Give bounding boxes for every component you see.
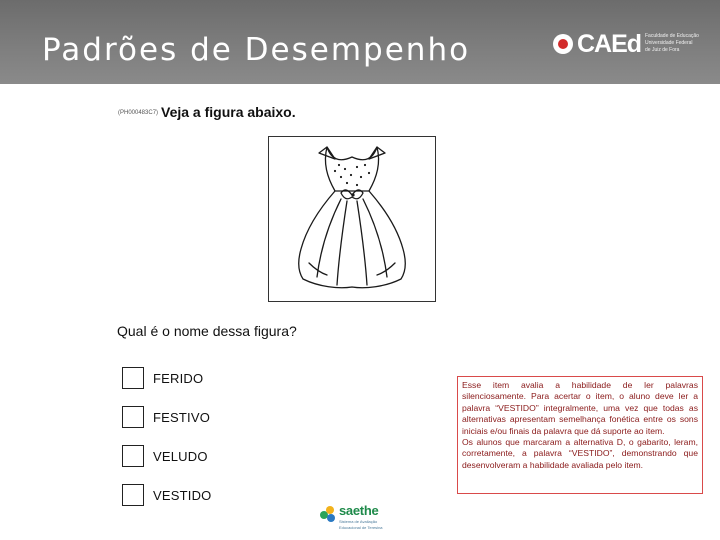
item-commentary [457, 376, 703, 494]
option-b-checkbox[interactable] [122, 406, 144, 428]
option-d-checkbox[interactable] [122, 484, 144, 506]
caed-logo-line: Universidade Federal [645, 40, 693, 46]
saethe-logo-text: saethe [339, 503, 379, 518]
option-d[interactable] [122, 484, 211, 506]
caed-logo-line: Faculdade de Educação [645, 33, 699, 39]
commentary-paragraph: Os alunos que marcaram a alternativa D, o gabarito, leram, corretamente, a palavra “VESTIDO”, demonstrando que desenvolveram a habilidade avaliada pelo item. [462, 437, 698, 470]
commentary-paragraph: Esse item avalia a habilidade de ler palavras silenciosamente. Para acertar o item, o aluno deve ler a palavra “VESTIDO” integralmente, uma vez que todas as alternativas apresentam semelhança fonética entre os sons iniciais e/ou finais da palavra que dá suporte ao item. [462, 380, 698, 436]
saethe-logo-line: Sistema de Avaliação [339, 519, 378, 524]
figure-frame [268, 136, 436, 302]
saethe-logo [320, 504, 383, 530]
slide-title: Padrões de Desempenho [42, 32, 471, 68]
dress-icon [269, 137, 435, 301]
option-c-checkbox[interactable] [122, 445, 144, 467]
caed-logo-line: de Juiz de Fora [645, 47, 680, 53]
caed-logo-text: CAEd [577, 29, 642, 58]
saethe-logo-icon [320, 506, 336, 522]
option-a[interactable] [122, 367, 203, 389]
caed-logo-icon [553, 34, 573, 54]
caed-logo-subtitle [645, 33, 705, 54]
option-a-checkbox[interactable] [122, 367, 144, 389]
option-c[interactable] [122, 445, 208, 467]
option-c-label: VELUDO [153, 448, 208, 464]
caed-logo [553, 31, 641, 57]
slide-header [0, 0, 720, 84]
option-a-label: FERIDO [153, 370, 204, 386]
option-b-label: FESTIVO [153, 409, 211, 425]
item-question: Qual é o nome dessa figura? [117, 323, 297, 339]
saethe-logo-line: Educacional de Teresina [339, 525, 383, 530]
item-instruction: Veja a figura abaixo. [161, 104, 296, 120]
option-d-label: VESTIDO [153, 487, 212, 503]
option-b[interactable] [122, 406, 210, 428]
item-code: (PH000483C7) [118, 110, 159, 116]
